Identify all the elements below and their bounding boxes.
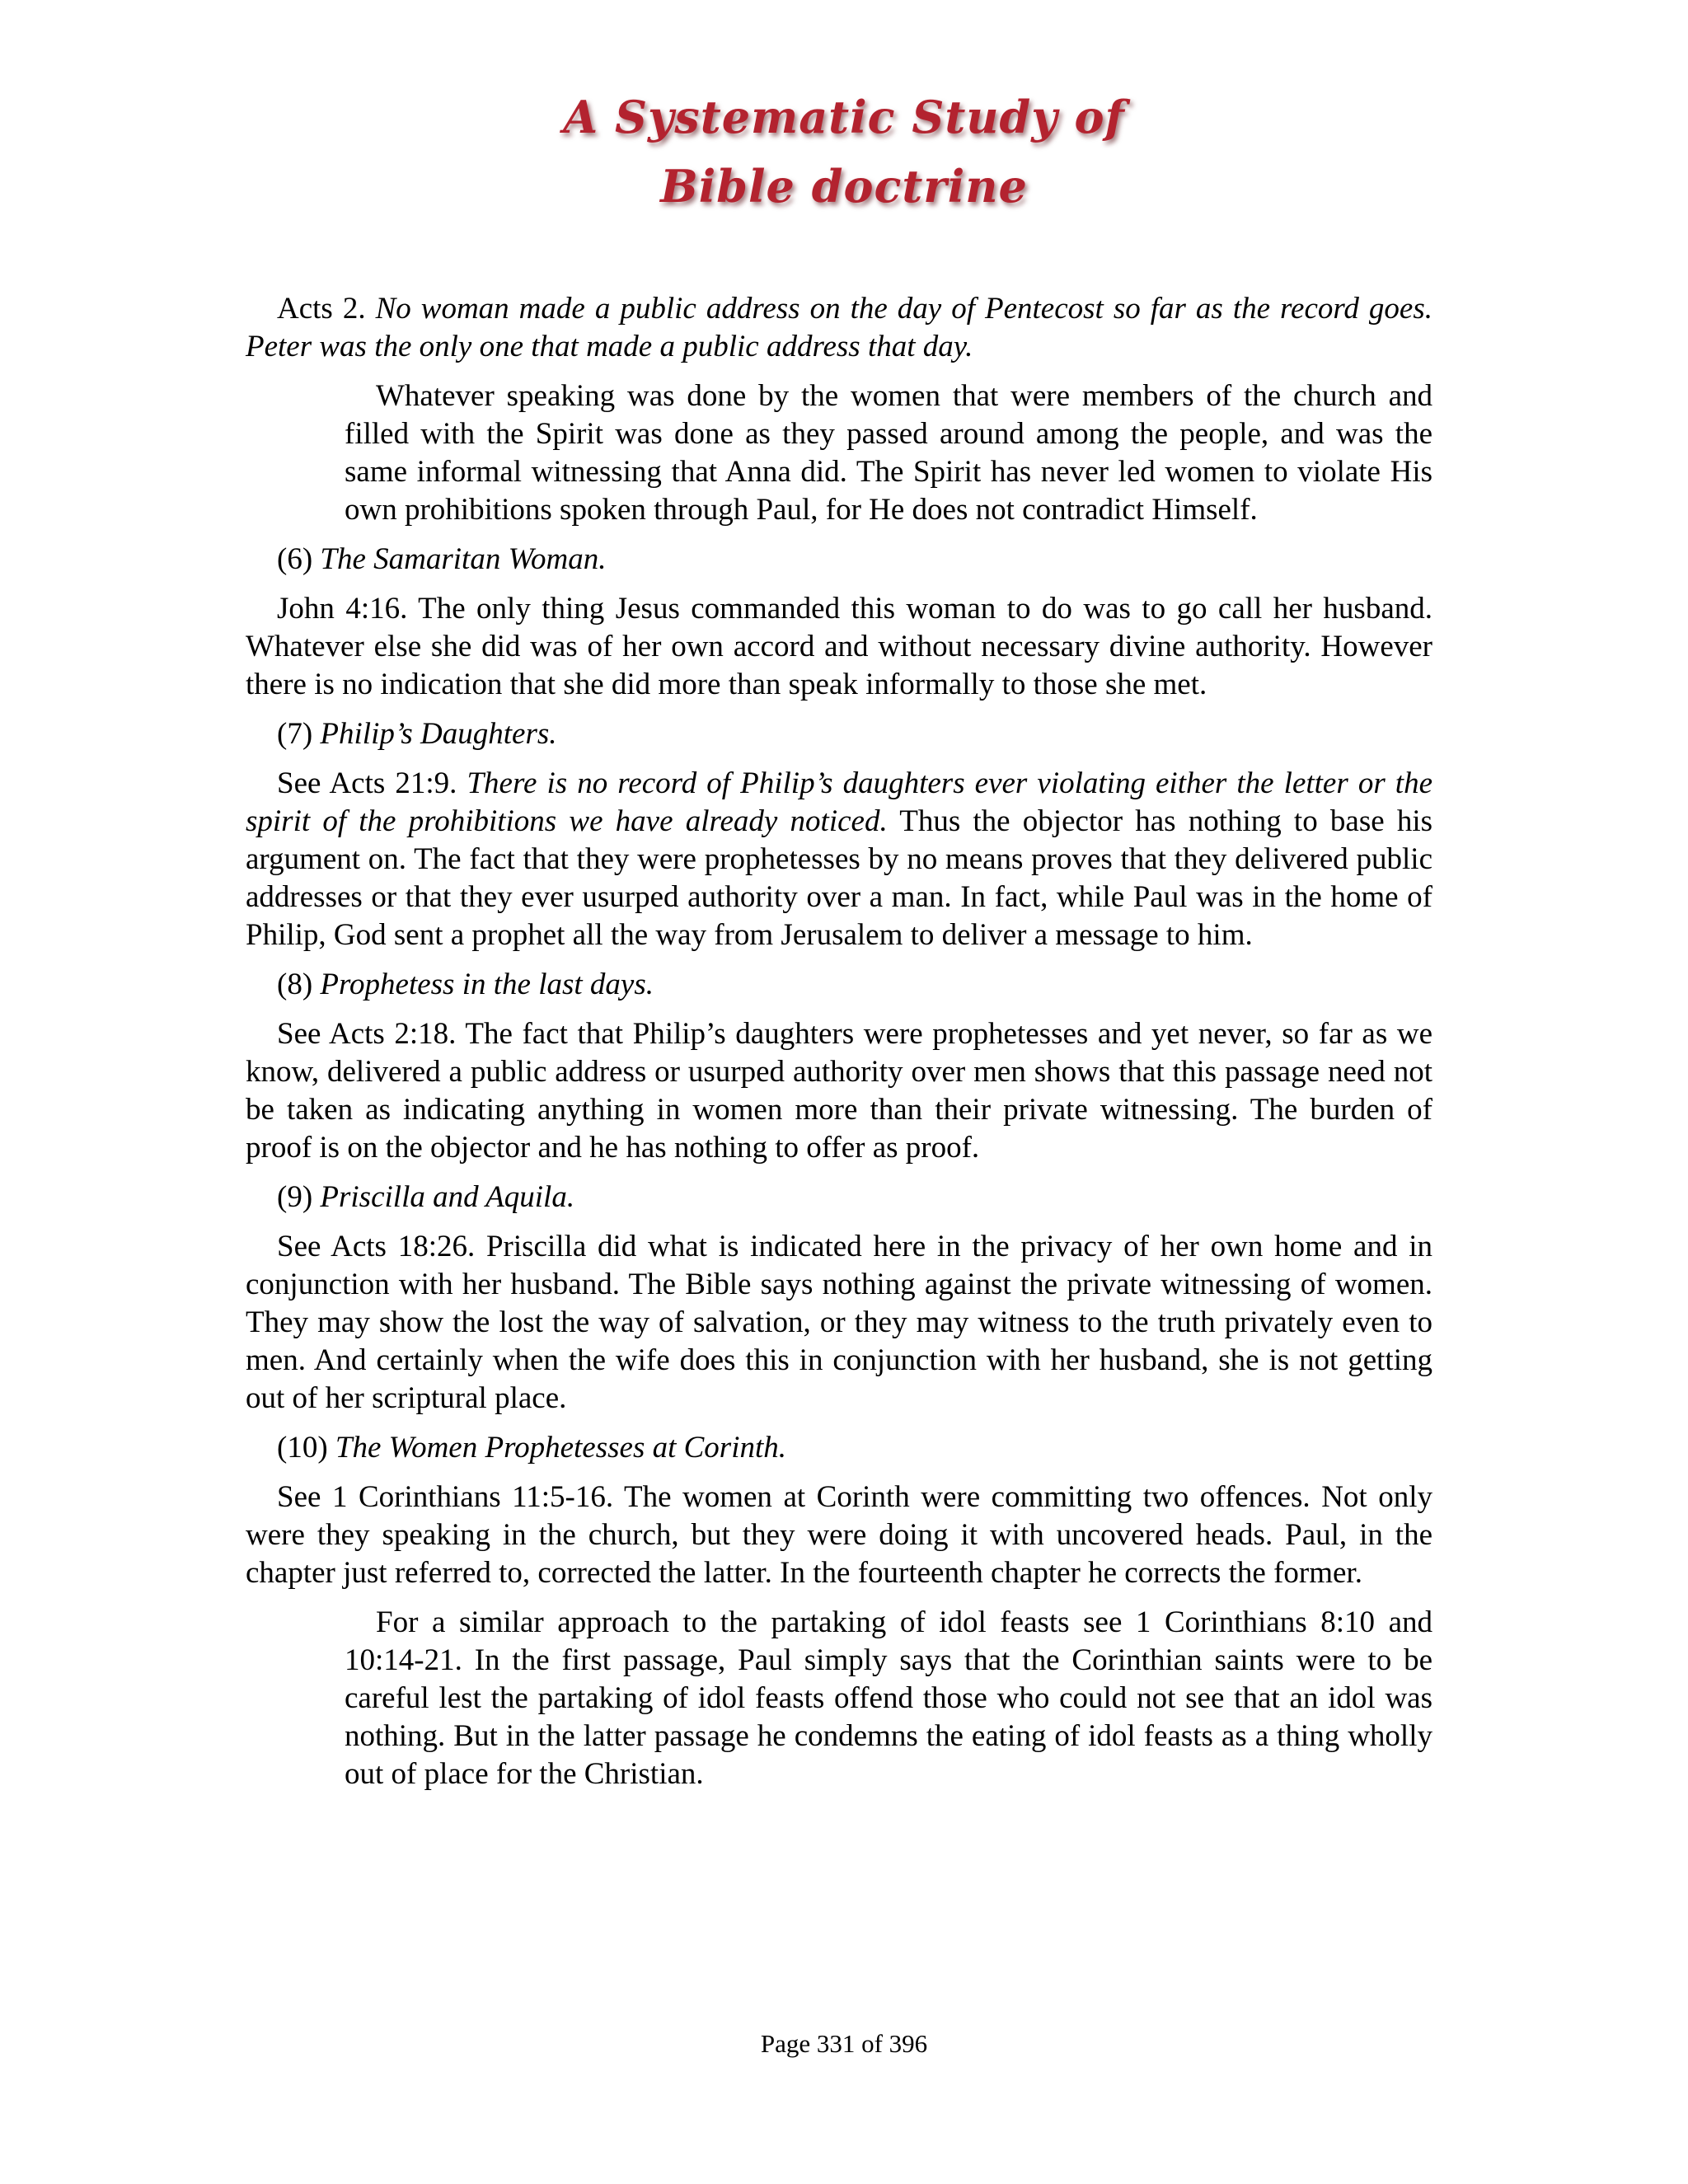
heading-title: Priscilla and Aquila. — [320, 1180, 575, 1214]
block-quote-pentecost: Whatever speaking was done by the women that were members of the church and filled with the Spirit was done as they passed around among the people, and was the same informal witnessing that Anna did. The Spirit has never led women to violate His own prohibitions spoken through Paul, for He does not contradict Himself. — [345, 379, 1432, 527]
paragraph-italic: There is no record of Philip’s daughters ever violating either the letter or the spirit of the prohibitions we have already noticed. — [246, 766, 1432, 838]
heading-title: Prophetess in the last days. — [320, 968, 654, 1001]
paragraph-lead: See Acts 21:9. — [277, 766, 467, 800]
paragraph-italic: No woman made a public address on the day of Pentecost so far as the record goes. Peter was the only one that made a public address that day. — [246, 292, 1433, 363]
heading-title: The Women Prophetesses at Corinth. — [335, 1431, 787, 1465]
heading-number: (10) — [277, 1431, 335, 1465]
paragraph-samaritan-woman: John 4:16. The only thing Jesus commanded this woman to do was to go call her husband. Whatever else she did was of her own accord and without necessary divine authority. However there is no indication that she did more than speak informally to those she met. — [246, 592, 1432, 701]
paragraph-women-prophetesses-corinth: See 1 Corinthians 11:5-16. The women at Corinth were committing two offences. Not only were they speaking in the church, but they were doing it with uncovered heads. Paul, in the chapter just referred to, corrected the latter. In the fourteenth chapter he corrects the former. — [246, 1480, 1432, 1590]
title-line-1: A Systematic Study of — [563, 91, 1125, 143]
heading-number: (6) — [277, 542, 321, 576]
heading-number: (7) — [277, 717, 321, 751]
heading-title: The Samaritan Woman. — [320, 542, 607, 576]
paragraph-philips-daughters — [246, 765, 1432, 954]
document-title — [0, 82, 1688, 221]
heading-prophetess-last-days — [277, 966, 1432, 1004]
paragraph-rest: Thus the objector has nothing to base his argument on. The fact that they were prophetesses by no means proves that they delivered public addresses or that they ever usurped authority over a man. In fact, while Paul was in the home of Philip, God sent a prophet all the way from Jerusalem to deliver a message to him. — [246, 804, 1433, 952]
page-number: Page 331 of 396 — [760, 2029, 928, 2058]
heading-title: Philip’s Daughters. — [320, 717, 557, 751]
heading-samaritan-woman — [277, 541, 1432, 579]
heading-number: (8) — [277, 968, 321, 1001]
paragraph-priscilla-aquila: See Acts 18:26. Priscilla did what is indicated here in the privacy of her own home and in conjunction with her husband. The Bible says nothing against the private witnessing of women. They may show the lost the way of salvation, or they may witness to the truth privately even to men. And certainly when the wife does this in conjunction with her husband, she is not getting out of her scriptural place. — [246, 1230, 1432, 1415]
heading-priscilla-aquila — [277, 1179, 1432, 1216]
heading-number: (9) — [277, 1180, 321, 1214]
block-quote-idol-feasts: For a similar approach to the partaking of idol feasts see 1 Corinthians 8:10 and 10:14-21. In the first passage, Paul simply says that the Corinthian saints were to be careful lest the partaking of idol feasts offend those who could not see that an idol was nothing. But in the latter passage he condemns the eating of idol feasts as a thing wholly out of place for the Christian. — [345, 1605, 1432, 1791]
heading-philips-daughters — [277, 715, 1432, 753]
title-line-2: Bible doctrine — [660, 160, 1028, 213]
paragraph-lead: Acts 2. — [277, 292, 376, 326]
document-body — [246, 290, 1432, 1805]
heading-women-prophetesses-corinth — [277, 1429, 1432, 1467]
paragraph-prophetess-last-days: See Acts 2:18. The fact that Philip’s daughters were prophetesses and yet never, so far as we know, delivered a public address or usurped authority over men shows that this passage need not be taken as indicating anything in women more than their private witnessing. The burden of proof is on the objector and he has nothing to offer as proof. — [246, 1017, 1432, 1165]
paragraph-acts-2 — [246, 290, 1432, 366]
